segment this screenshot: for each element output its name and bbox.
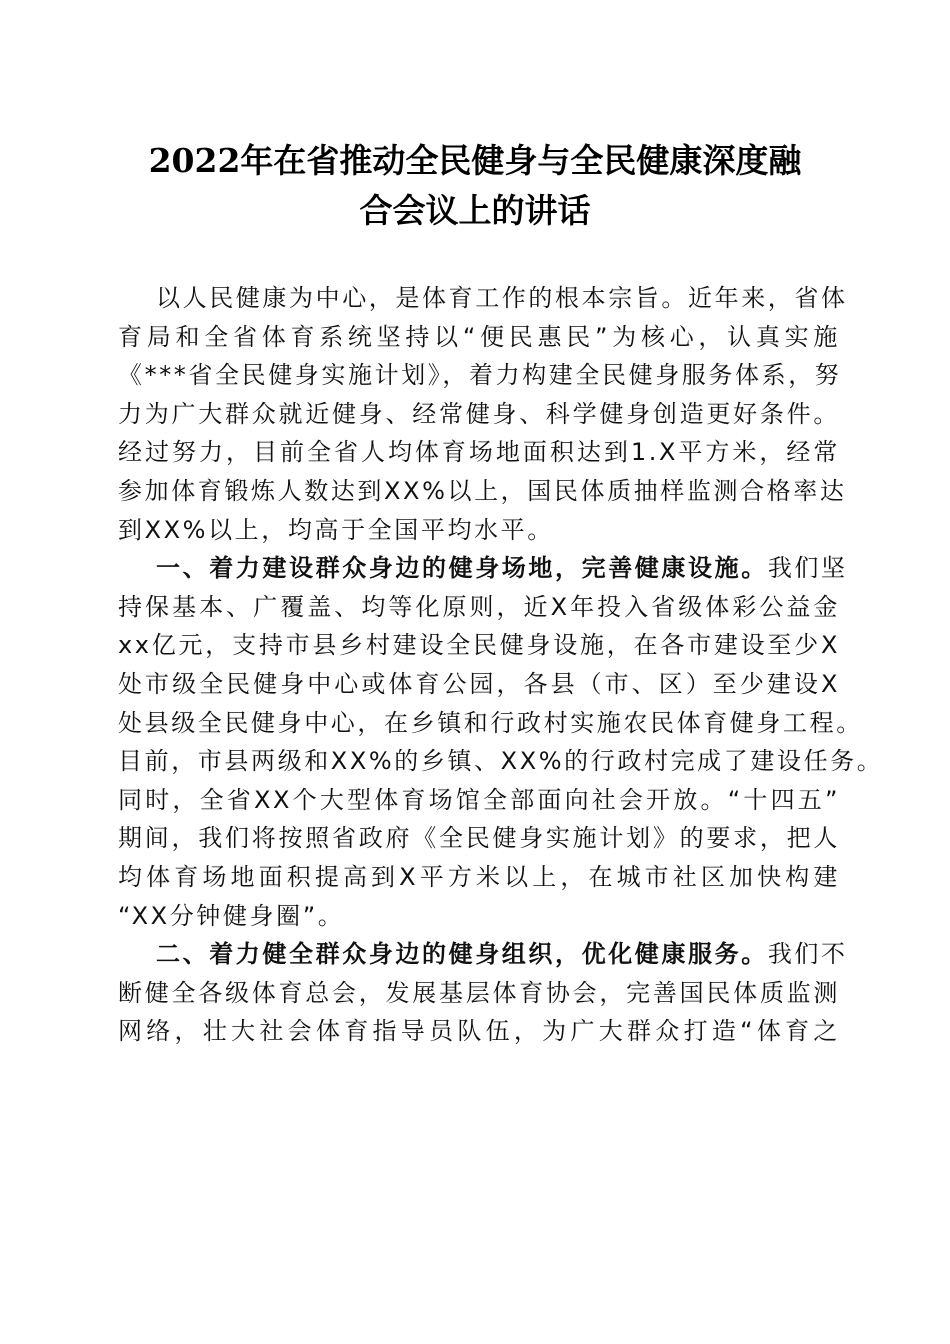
title-line: 合会议上的讲话 bbox=[359, 191, 591, 230]
text-line: 目前，市县两级和XX%的乡镇、XX%的行政村完成了建设任务。 bbox=[118, 747, 884, 776]
title-line: 2022年在省推动全民健身与全民健康深度融 bbox=[148, 141, 802, 180]
heading-continuation: 我们不 bbox=[767, 940, 848, 969]
text-line: 均体育场地面积提高到X平方米以上，在城市社区加快构建 bbox=[118, 862, 840, 891]
text-line: “XX分钟健身圈”。 bbox=[118, 901, 345, 930]
document-body bbox=[118, 279, 884, 1051]
text-line: 网络，壮大社会体育指导员队伍，为广大群众打造“体育之 bbox=[118, 1017, 840, 1046]
section-heading: 一、着力建设群众身边的健身场地，完善健康设施。 bbox=[156, 554, 768, 583]
text-line: 处市级全民健身中心或体育公园，各县（市、区）至少建设X bbox=[118, 669, 840, 698]
text-line bbox=[118, 935, 848, 974]
text-line: 《***省全民健身实施计划》，着力构建全民健身服务体系，努 bbox=[118, 361, 842, 390]
text-line: 同时，全省XX个大型体育场馆全部面向社会开放。“十四五” bbox=[118, 785, 840, 814]
text-line: 断健全各级体育总会，发展基层体育协会，完善国民体质监测 bbox=[118, 978, 840, 1007]
section-paragraph-1 bbox=[118, 549, 884, 935]
heading-continuation: 我们坚 bbox=[767, 554, 848, 583]
section-paragraph-2 bbox=[118, 935, 848, 1051]
intro-paragraph bbox=[118, 279, 848, 549]
text-line bbox=[118, 549, 848, 588]
text-line: 力为广大群众就近健身、经常健身、科学健身创造更好条件。 bbox=[118, 399, 840, 428]
text-line: 持保基本、广覆盖、均等化原则，近X年投入省级体彩公益金 bbox=[118, 592, 840, 621]
text-line: 育局和全省体育系统坚持以“便民惠民”为核心，认真实施 bbox=[118, 322, 840, 351]
document-title bbox=[100, 136, 850, 236]
text-line: xx亿元，支持市县乡村建设全民健身设施，在各市建设至少X bbox=[118, 631, 840, 660]
section-heading: 二、着力健全群众身边的健身组织，优化健康服务。 bbox=[156, 940, 768, 969]
text-line: 参加体育锻炼人数达到XX%以上，国民体质抽样监测合格率达 bbox=[118, 476, 847, 505]
text-line: 期间，我们将按照省政府《全民健身实施计划》的要求，把人 bbox=[118, 824, 840, 853]
text-line: 经过努力，目前全省人均体育场地面积达到1.X平方米，经常 bbox=[118, 438, 840, 467]
text-line: 以人民健康为中心，是体育工作的根本宗旨。近年来，省体 bbox=[156, 284, 848, 312]
text-line: 到XX%以上，均高于全国平均水平。 bbox=[118, 515, 554, 544]
text-line: 处县级全民健身中心，在乡镇和行政村实施农民体育健身工程。 bbox=[118, 708, 863, 737]
